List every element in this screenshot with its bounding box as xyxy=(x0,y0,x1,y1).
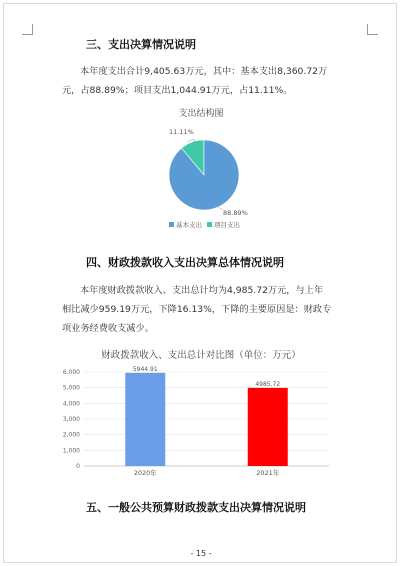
section-3-line-1: 本年度支出合计9,405.63万元，其中：基本支出8,360.72万 xyxy=(80,66,328,77)
y-tick-label: 6,000 xyxy=(62,369,80,376)
y-tick-label: 5,000 xyxy=(62,384,80,392)
section-4-line-3: 项业务经费收支减少。 xyxy=(62,323,154,334)
bar-2 xyxy=(248,388,288,466)
x-tick-label: 2021年 xyxy=(256,469,280,477)
bar-1 xyxy=(125,373,165,466)
legend-label-project: 项目支出 xyxy=(214,221,240,229)
pie-label-basic: 88.89% xyxy=(223,209,248,217)
y-tick-label: 4,000 xyxy=(62,400,80,408)
section-4-heading: 四、财政拨款收入支出决算总体情况说明 xyxy=(86,256,284,269)
legend-swatch-basic xyxy=(169,222,174,227)
pie-slice-basic xyxy=(169,140,239,210)
section-4-line-2: 相比减少959.19万元，下降16.13%，下降的主要原因是：财政专 xyxy=(62,304,332,315)
y-tick-label: 3,000 xyxy=(62,416,80,423)
y-tick-label: 2,000 xyxy=(62,431,80,439)
bar-chart-title: 财政拨款收入、支出总计对比图（单位：万元） xyxy=(101,350,301,361)
section-3-line-2: 元，占88.89%；项目支出1,044.91万元，占11.11%。 xyxy=(62,85,293,96)
pie-label-project: 11.11% xyxy=(169,128,194,136)
pie-chart-title: 支出结构图 xyxy=(178,109,224,119)
section-5-heading: 五、一般公共预算财政拨款支出决算情况说明 xyxy=(86,501,306,514)
section-4-line-1: 本年度财政拨款收入、支出总计均为4,985.72万元，与上年 xyxy=(80,285,324,296)
page-number: - 15 - xyxy=(190,549,212,558)
bar-chart xyxy=(4,359,398,489)
x-tick-label: 2020年 xyxy=(133,469,157,477)
y-tick-label: 1,000 xyxy=(62,447,80,455)
legend-swatch-project xyxy=(207,222,212,227)
section-4-paragraph xyxy=(62,281,360,338)
pie-chart xyxy=(4,4,398,244)
section-3-heading: 三、支出决算情况说明 xyxy=(86,38,196,51)
bar-value-label: 4985.72 xyxy=(255,380,281,388)
legend-label-basic: 基本支出 xyxy=(176,221,202,229)
document-page xyxy=(3,3,397,563)
y-tick-label: 0 xyxy=(76,463,80,470)
bar-value-label: 5944.91 xyxy=(132,365,158,373)
